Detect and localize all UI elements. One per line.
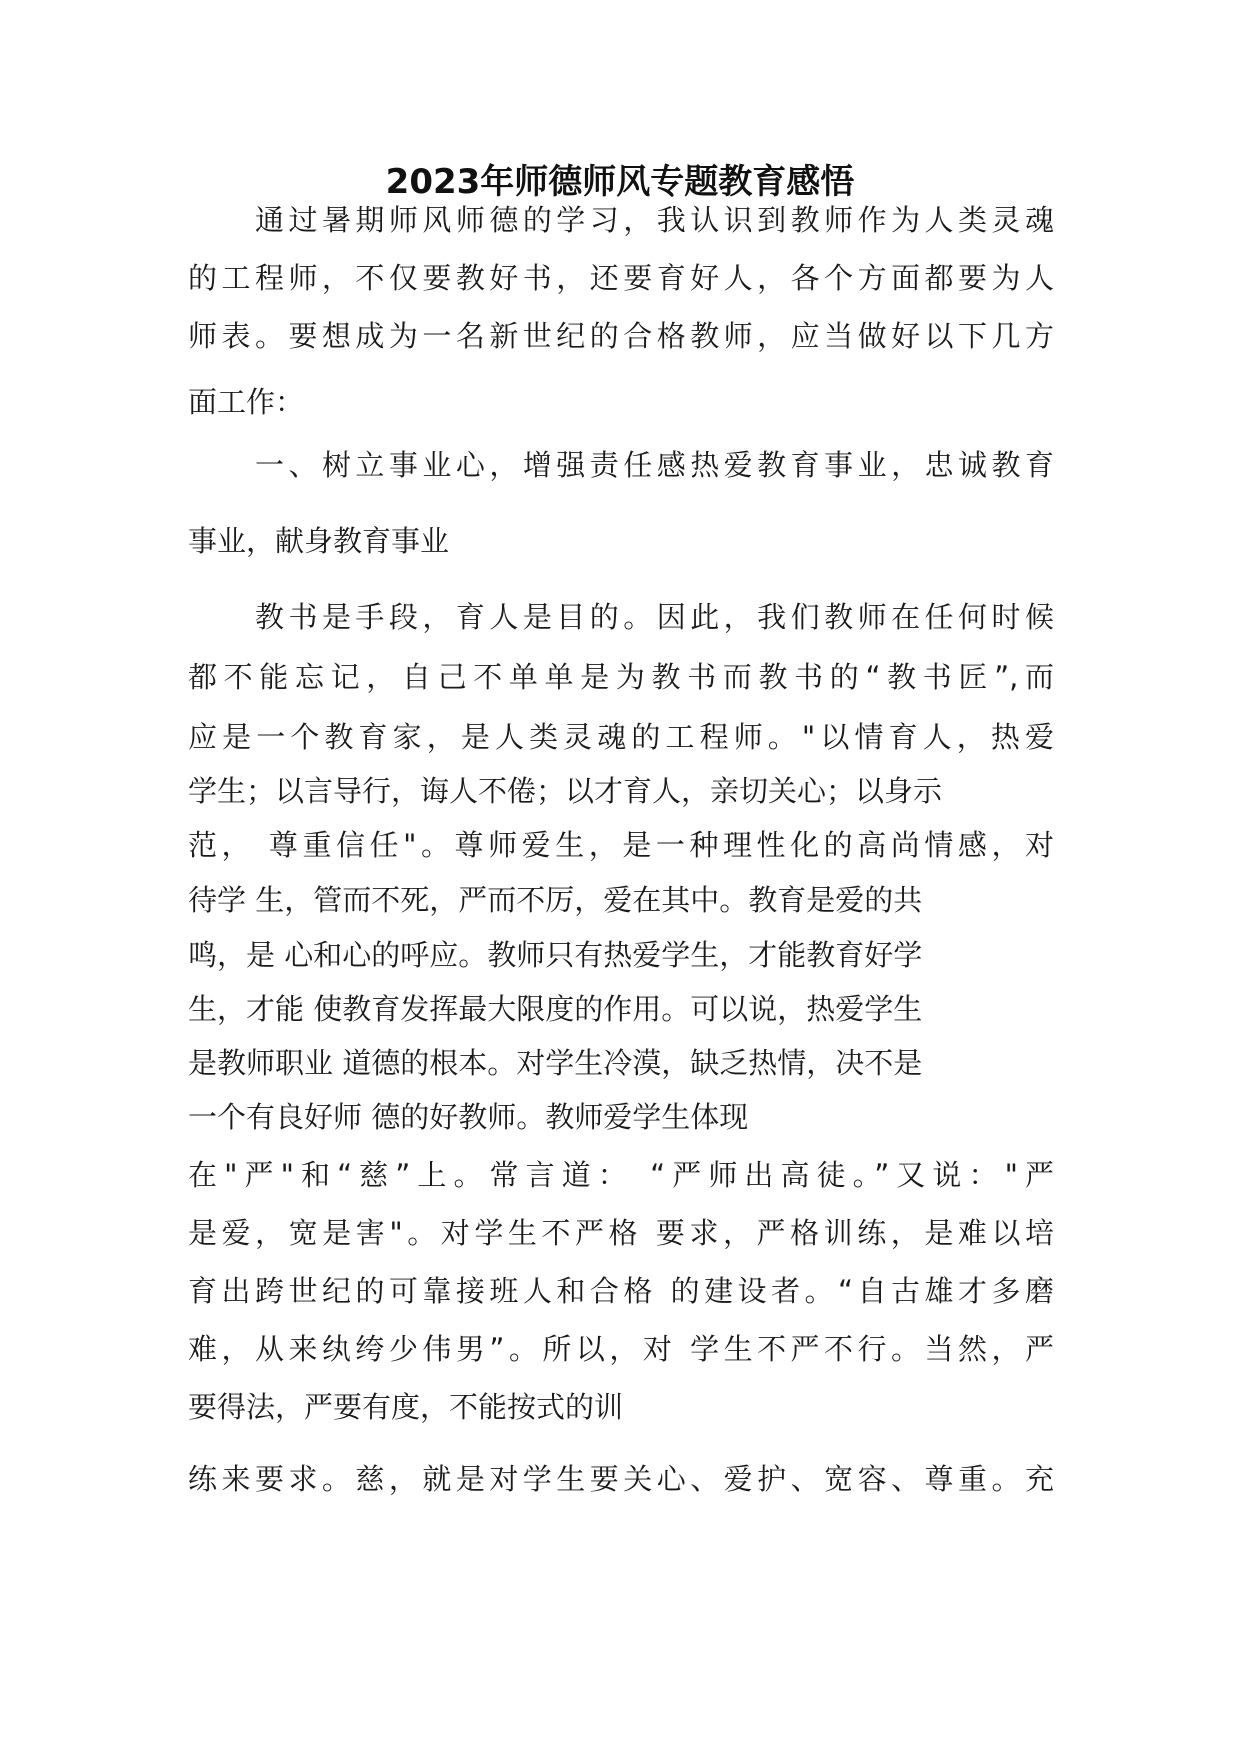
text-line: 难，从来纨绔少伟男”。所以，对 学生不严不行。当然，严 [188,1332,1054,1366]
text-line: 鸣，是 心和心的呼应。教师只有热爱学生，才能教育好学 [188,938,923,972]
text-line: 范， 尊重信任"。尊师爱生，是一种理性化的高尚情感，对 [188,828,1054,862]
text-line: 学生；以言导行，诲人不倦；以才育人，亲切关心；以身示 [188,774,943,808]
text-line: 事业，献身教育事业 [188,524,450,558]
text-line: 通过暑期师风师德的学习，我认识到教师作为人类灵魂 [255,203,1054,237]
text-line: 都不能忘记，自己不单单是为教书而教书的“教书匠”,而 [188,660,1054,694]
text-line: 的工程师，不仅要教好书，还要育好人，各个方面都要为人 [188,261,1054,295]
text-line: 面工作： [188,385,305,419]
text-line: 练来要求。慈，就是对学生要关心、爱护、宽容、尊重。充 [188,1462,1054,1496]
document-title: 2023年师德师风专题教育感悟 [385,162,855,202]
text-line: 应是一个教育家，是人类灵魂的工程师。"以情育人，热爱 [188,720,1054,754]
text-line: 教书是手段，育人是目的。因此，我们教师在任何时候 [255,600,1054,634]
text-line: 师表。要想成为一名新世纪的合格教师，应当做好以下几方 [188,319,1054,353]
text-line: 生，才能 使教育发挥最大限度的作用。可以说，热爱学生 [188,992,923,1026]
text-line: 待学 生，管而不死，严而不厉，爱在其中。教育是爱的共 [188,883,923,917]
text-line: 是爱，宽是害"。对学生不严格 要求，严格训练，是难以培 [188,1216,1054,1250]
text-line: 在"严"和“慈”上。常言道： “严师出高徒。”又说："严 [188,1158,1054,1192]
text-line: 一、树立事业心，增强责任感热爱教育事业，忠诚教育 [255,448,1054,482]
text-line: 要得法，严要有度，不能按式的训 [188,1390,624,1424]
text-line: 育出跨世纪的可靠接班人和合格 的建设者。“自古雄才多磨 [188,1274,1054,1308]
text-line: 一个有良好师 德的好教师。教师爱学生体现 [188,1100,749,1134]
text-line: 是教师职业 道德的根本。对学生冷漠，缺乏热情，决不是 [188,1046,923,1080]
